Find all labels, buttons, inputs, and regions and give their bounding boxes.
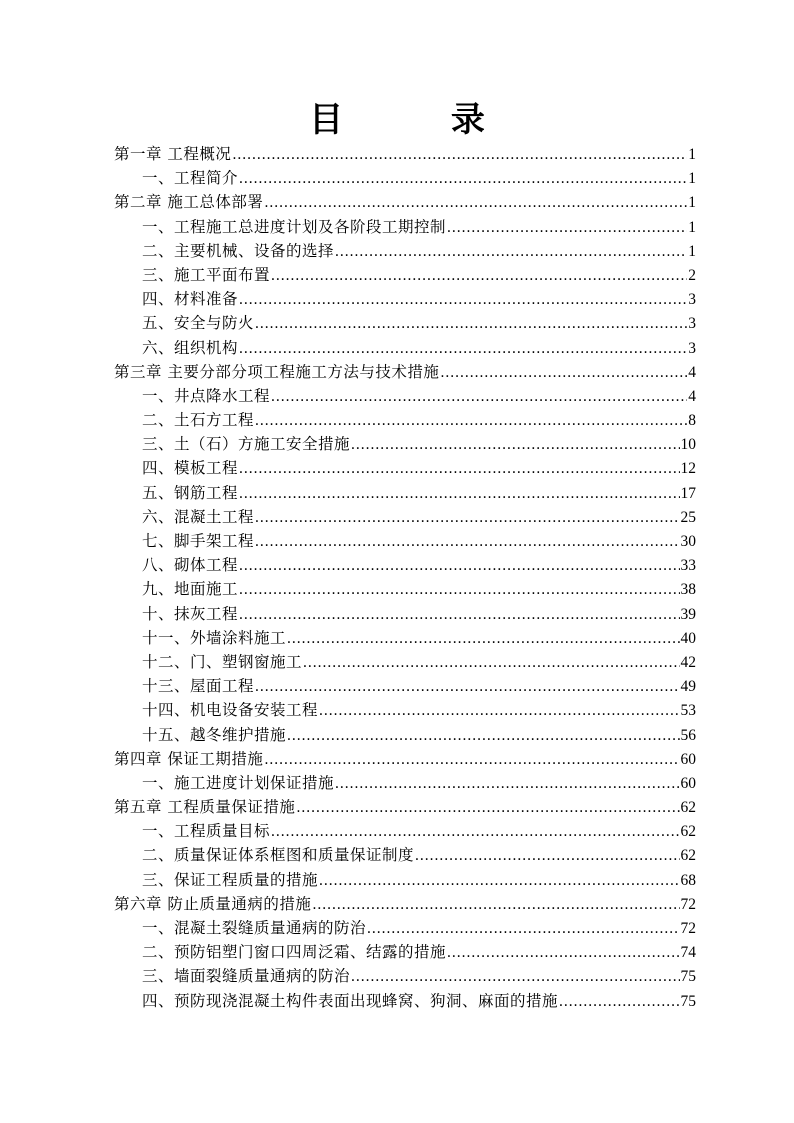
toc-page-number: 62 bbox=[680, 799, 696, 817]
toc-section-entry[interactable] bbox=[114, 408, 696, 432]
dot-leader bbox=[239, 167, 687, 191]
dot-leader bbox=[335, 240, 687, 264]
dot-leader bbox=[312, 893, 679, 917]
toc-entry-label: 七、脚手架工程 bbox=[142, 532, 255, 550]
toc-section-entry[interactable] bbox=[114, 553, 696, 577]
toc-chapter-entry[interactable] bbox=[114, 142, 696, 166]
toc-section-entry[interactable] bbox=[114, 602, 696, 626]
toc-entry-label: 第三章 主要分部分项工程施工方法与技术措施 bbox=[114, 362, 440, 381]
toc-page-number: 2 bbox=[688, 266, 696, 284]
toc-page-number: 33 bbox=[680, 557, 696, 575]
toc-section-entry[interactable] bbox=[114, 311, 696, 335]
toc-section-entry[interactable] bbox=[114, 771, 696, 795]
toc-entry-label: 六、组织机构 bbox=[142, 338, 239, 357]
toc-section-entry[interactable] bbox=[114, 650, 696, 674]
toc-page-number: 3 bbox=[688, 339, 696, 357]
toc-entry-label: 三、墙面裂缝质量通病的防治 bbox=[142, 967, 351, 986]
toc-entry-label: 第一章 工程概况 bbox=[114, 145, 232, 163]
dot-leader bbox=[440, 361, 687, 385]
toc-chapter-entry[interactable] bbox=[114, 360, 696, 384]
toc-title: 目 录 bbox=[309, 100, 533, 140]
dot-leader bbox=[232, 143, 687, 167]
toc-page-number: 3 bbox=[688, 315, 696, 333]
toc-section-entry[interactable] bbox=[114, 215, 696, 239]
dot-leader bbox=[319, 699, 679, 723]
dot-leader bbox=[447, 216, 687, 240]
toc-section-entry[interactable] bbox=[114, 940, 696, 964]
toc-section-entry[interactable] bbox=[114, 384, 696, 408]
dot-leader bbox=[287, 724, 679, 748]
toc-section-entry[interactable] bbox=[114, 239, 696, 263]
toc-section-entry[interactable] bbox=[114, 723, 696, 747]
toc-section-entry[interactable] bbox=[114, 819, 696, 843]
dot-leader bbox=[255, 409, 687, 433]
dot-leader bbox=[415, 844, 679, 868]
toc-section-entry[interactable] bbox=[114, 868, 696, 892]
toc-entry-label: 五、钢筋工程 bbox=[142, 483, 239, 502]
toc-entry-label: 三、土（石）方施工安全措施 bbox=[142, 435, 351, 454]
dot-leader bbox=[255, 675, 679, 699]
dot-leader bbox=[271, 820, 679, 844]
toc-entry-label: 四、模板工程 bbox=[142, 459, 239, 478]
toc-page-number: 1 bbox=[688, 194, 696, 212]
toc-entry-label: 二、预防铝塑门窗口四周泛霜、结露的措施 bbox=[142, 943, 447, 962]
dot-leader bbox=[255, 312, 687, 336]
toc-page-number: 25 bbox=[680, 508, 696, 526]
toc-entry-label: 十五、越冬维护措施 bbox=[142, 725, 287, 744]
toc-page-number: 1 bbox=[688, 170, 696, 188]
toc-page-number: 75 bbox=[680, 968, 696, 986]
toc-entry-label: 十四、机电设备安装工程 bbox=[142, 701, 319, 720]
dot-leader bbox=[239, 337, 687, 361]
toc-page-number: 38 bbox=[680, 581, 696, 599]
toc-section-entry[interactable] bbox=[114, 626, 696, 650]
dot-leader bbox=[559, 990, 679, 1014]
toc-section-entry[interactable] bbox=[114, 287, 696, 311]
toc-page-number: 40 bbox=[680, 629, 696, 647]
dot-leader bbox=[239, 288, 687, 312]
toc-entry-label: 六、混凝土工程 bbox=[142, 507, 255, 526]
toc-entry-label: 第六章 防止质量通病的措施 bbox=[114, 894, 312, 913]
toc-page-number: 60 bbox=[680, 750, 696, 768]
dot-leader bbox=[447, 941, 679, 965]
toc-section-entry[interactable] bbox=[114, 456, 696, 480]
toc-section-entry[interactable] bbox=[114, 432, 696, 456]
toc-entry-label: 四、材料准备 bbox=[142, 290, 239, 309]
toc-page-number: 56 bbox=[680, 726, 696, 744]
toc-page-number: 49 bbox=[680, 678, 696, 696]
toc-entry-label: 十三、屋面工程 bbox=[142, 677, 255, 696]
toc-entry-label: 一、工程简介 bbox=[142, 169, 239, 188]
toc-page-number: 60 bbox=[680, 774, 696, 792]
toc-section-entry[interactable] bbox=[114, 481, 696, 505]
toc-entry-label: 八、砌体工程 bbox=[142, 556, 239, 575]
toc-section-entry[interactable] bbox=[114, 529, 696, 553]
dot-leader bbox=[271, 264, 687, 288]
toc-page-number: 72 bbox=[680, 895, 696, 913]
dot-leader bbox=[319, 869, 679, 893]
toc-page-number: 42 bbox=[680, 653, 696, 671]
toc-page-number: 72 bbox=[680, 920, 696, 937]
table-of-contents bbox=[114, 142, 696, 1013]
toc-page-number: 62 bbox=[680, 847, 696, 865]
toc-entry-label: 二、主要机械、设备的选择 bbox=[142, 241, 335, 260]
dot-leader bbox=[287, 627, 679, 651]
toc-page-number: 53 bbox=[680, 702, 696, 720]
toc-page-number: 4 bbox=[688, 387, 696, 405]
toc-entry-label: 第五章 工程质量保证措施 bbox=[114, 798, 296, 817]
toc-entry-label: 五、安全与防火 bbox=[142, 314, 255, 333]
toc-section-entry[interactable] bbox=[114, 336, 696, 360]
dot-leader bbox=[351, 965, 679, 989]
dot-leader bbox=[351, 433, 679, 457]
toc-entry-label: 四、预防现浇混凝土构件表面出现蜂窝、狗洞、麻面的措施 bbox=[142, 991, 559, 1010]
toc-section-entry[interactable] bbox=[114, 505, 696, 529]
toc-page-number: 4 bbox=[688, 363, 696, 381]
dot-leader bbox=[239, 457, 679, 481]
toc-entry-label: 十二、门、塑钢窗施工 bbox=[142, 652, 303, 671]
toc-page-number: 74 bbox=[680, 944, 696, 962]
toc-section-entry[interactable] bbox=[114, 674, 696, 698]
toc-chapter-entry[interactable] bbox=[114, 190, 696, 214]
toc-page-number: 3 bbox=[688, 291, 696, 309]
dot-leader bbox=[239, 578, 679, 602]
dot-leader bbox=[271, 385, 687, 409]
toc-section-entry[interactable] bbox=[114, 964, 696, 988]
dot-leader bbox=[239, 482, 679, 506]
toc-section-entry[interactable] bbox=[114, 916, 696, 940]
toc-page-number: 17 bbox=[680, 484, 696, 502]
toc-section-entry[interactable] bbox=[114, 989, 696, 1013]
dot-leader bbox=[264, 748, 679, 772]
toc-entry-label: 三、保证工程质量的措施 bbox=[142, 870, 319, 889]
toc-entry-label: 一、井点降水工程 bbox=[142, 386, 271, 405]
toc-entry-label: 一、混凝土裂缝质量通病的防治 bbox=[142, 919, 367, 937]
toc-page-number: 8 bbox=[688, 412, 696, 430]
toc-section-entry[interactable] bbox=[114, 698, 696, 722]
toc-chapter-entry[interactable] bbox=[114, 892, 696, 916]
toc-entry-label: 第二章 施工总体部署 bbox=[114, 193, 264, 212]
dot-leader bbox=[255, 530, 679, 554]
dot-leader bbox=[303, 651, 679, 675]
toc-page-number: 39 bbox=[680, 605, 696, 623]
toc-page-number: 1 bbox=[688, 242, 696, 260]
toc-page-number: 62 bbox=[680, 823, 696, 841]
toc-page-number: 10 bbox=[680, 436, 696, 454]
toc-entry-label: 第四章 保证工期措施 bbox=[114, 749, 264, 768]
toc-entry-label: 一、工程质量目标 bbox=[142, 822, 271, 841]
toc-entry-label: 二、质量保证体系框图和质量保证制度 bbox=[142, 846, 415, 865]
toc-section-entry[interactable] bbox=[114, 843, 696, 867]
toc-section-entry[interactable] bbox=[114, 577, 696, 601]
toc-entry-label: 三、施工平面布置 bbox=[142, 265, 271, 284]
dot-leader bbox=[264, 191, 687, 215]
toc-chapter-entry[interactable] bbox=[114, 747, 696, 771]
toc-entry-label: 九、地面施工 bbox=[142, 580, 239, 599]
toc-page-number: 12 bbox=[680, 460, 696, 478]
toc-entry-label: 一、施工进度计划保证措施 bbox=[142, 773, 335, 792]
toc-entry-label: 十一、外墙涂料施工 bbox=[142, 628, 287, 647]
toc-chapter-entry[interactable] bbox=[114, 795, 696, 819]
dot-leader bbox=[367, 917, 679, 941]
toc-page-number: 1 bbox=[688, 218, 696, 236]
toc-section-entry[interactable] bbox=[114, 166, 696, 190]
toc-entry-label: 十、抹灰工程 bbox=[142, 604, 239, 623]
toc-page-number: 1 bbox=[688, 146, 696, 163]
toc-entry-label: 二、土石方工程 bbox=[142, 411, 255, 430]
dot-leader bbox=[255, 506, 679, 530]
toc-entry-label: 一、工程施工总进度计划及各阶段工期控制 bbox=[142, 217, 447, 236]
dot-leader bbox=[239, 554, 679, 578]
toc-section-entry[interactable] bbox=[114, 263, 696, 287]
dot-leader bbox=[335, 772, 679, 796]
dot-leader bbox=[239, 603, 679, 627]
dot-leader bbox=[296, 796, 679, 820]
toc-page-number: 68 bbox=[680, 871, 696, 889]
toc-page-number: 30 bbox=[680, 533, 696, 550]
toc-page-number: 75 bbox=[680, 992, 696, 1010]
